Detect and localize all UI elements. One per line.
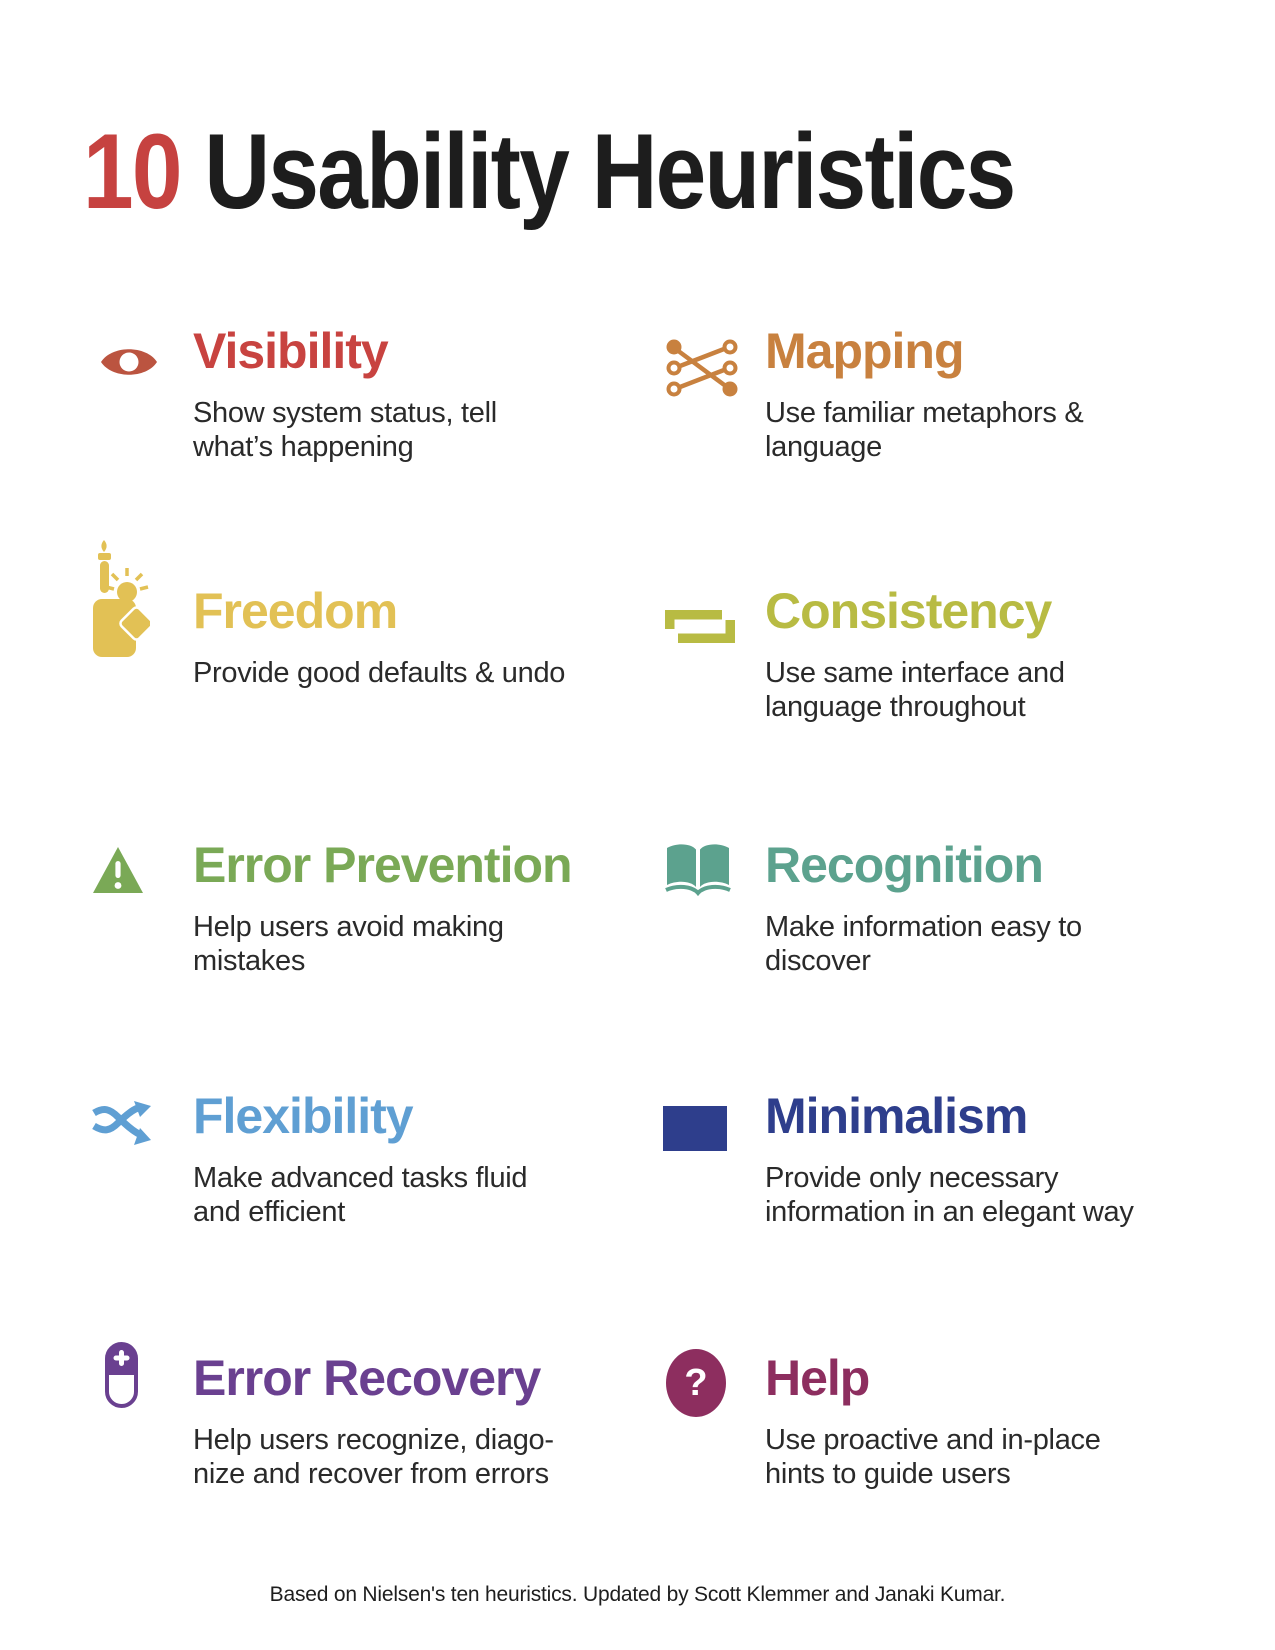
page-title-text: Usability Heuristics — [180, 111, 1015, 231]
heuristic-flexibility — [193, 1088, 663, 1229]
heuristic-visibility — [193, 323, 663, 464]
heuristic-title: Visibility — [193, 323, 388, 379]
heuristic-help — [684, 1350, 1235, 1491]
heuristic-mapping — [765, 323, 1235, 464]
heuristic-description: Show system status, tell what’s happening — [193, 397, 497, 463]
page-title-number: 10 — [83, 111, 181, 231]
attribution-text: Based on Nielsen's ten heuristics. Updated by Scott Klemmer and Janaki Kumar. — [269, 1583, 1006, 1606]
heuristic-title: Freedom — [193, 583, 398, 639]
heuristic-title: Recognition — [765, 837, 1043, 893]
question-mark-circle-icon — [665, 1348, 727, 1418]
mapping-network-icon — [665, 338, 739, 398]
page-title — [83, 111, 1015, 231]
eye-icon — [100, 340, 158, 384]
svg-text:?: ? — [684, 1362, 708, 1404]
heuristic-description: Make advanced tasks fluid and efficient — [193, 1162, 528, 1228]
heuristic-recognition — [765, 837, 1235, 978]
heuristic-error-recovery — [193, 1350, 663, 1491]
heuristic-description: Provide good defaults & undo — [193, 657, 566, 689]
open-book-icon — [665, 843, 731, 899]
warning-triangle-icon — [92, 846, 144, 894]
heuristic-title: Help — [765, 1350, 870, 1406]
heuristic-title: Flexibility — [193, 1088, 413, 1144]
solid-rectangle-icon — [663, 1106, 727, 1151]
heuristic-title: Mapping — [765, 323, 964, 379]
heuristic-description: Make information easy to discover — [765, 911, 1082, 977]
heuristic-title: Error Recovery — [193, 1350, 541, 1406]
heuristic-error-prevention — [193, 837, 663, 978]
branching-arrows-icon — [92, 1101, 153, 1149]
statue-of-liberty-icon — [93, 540, 150, 657]
heuristic-minimalism — [765, 1088, 1235, 1229]
overlapping-windows-icon — [665, 610, 735, 643]
heuristic-title: Error Prevention — [193, 837, 572, 893]
heuristic-description: Use same interface and language throughout — [765, 657, 1065, 723]
heuristic-description: Use familiar metaphors & language — [765, 397, 1084, 463]
heuristic-title: Consistency — [765, 583, 1052, 639]
heuristic-consistency — [765, 583, 1235, 724]
first-aid-capsule-icon — [105, 1342, 138, 1408]
heuristic-description: Help users recognize, diago- nize and recover from errors — [193, 1424, 554, 1490]
heuristic-title: Minimalism — [765, 1088, 1028, 1144]
heuristic-description: Use proactive and in-place hints to guide users — [765, 1424, 1101, 1490]
heuristic-description: Help users avoid making mistakes — [193, 911, 504, 977]
heuristic-description: Provide only necessary information in an elegant way — [765, 1162, 1134, 1228]
heuristic-freedom — [193, 583, 663, 690]
